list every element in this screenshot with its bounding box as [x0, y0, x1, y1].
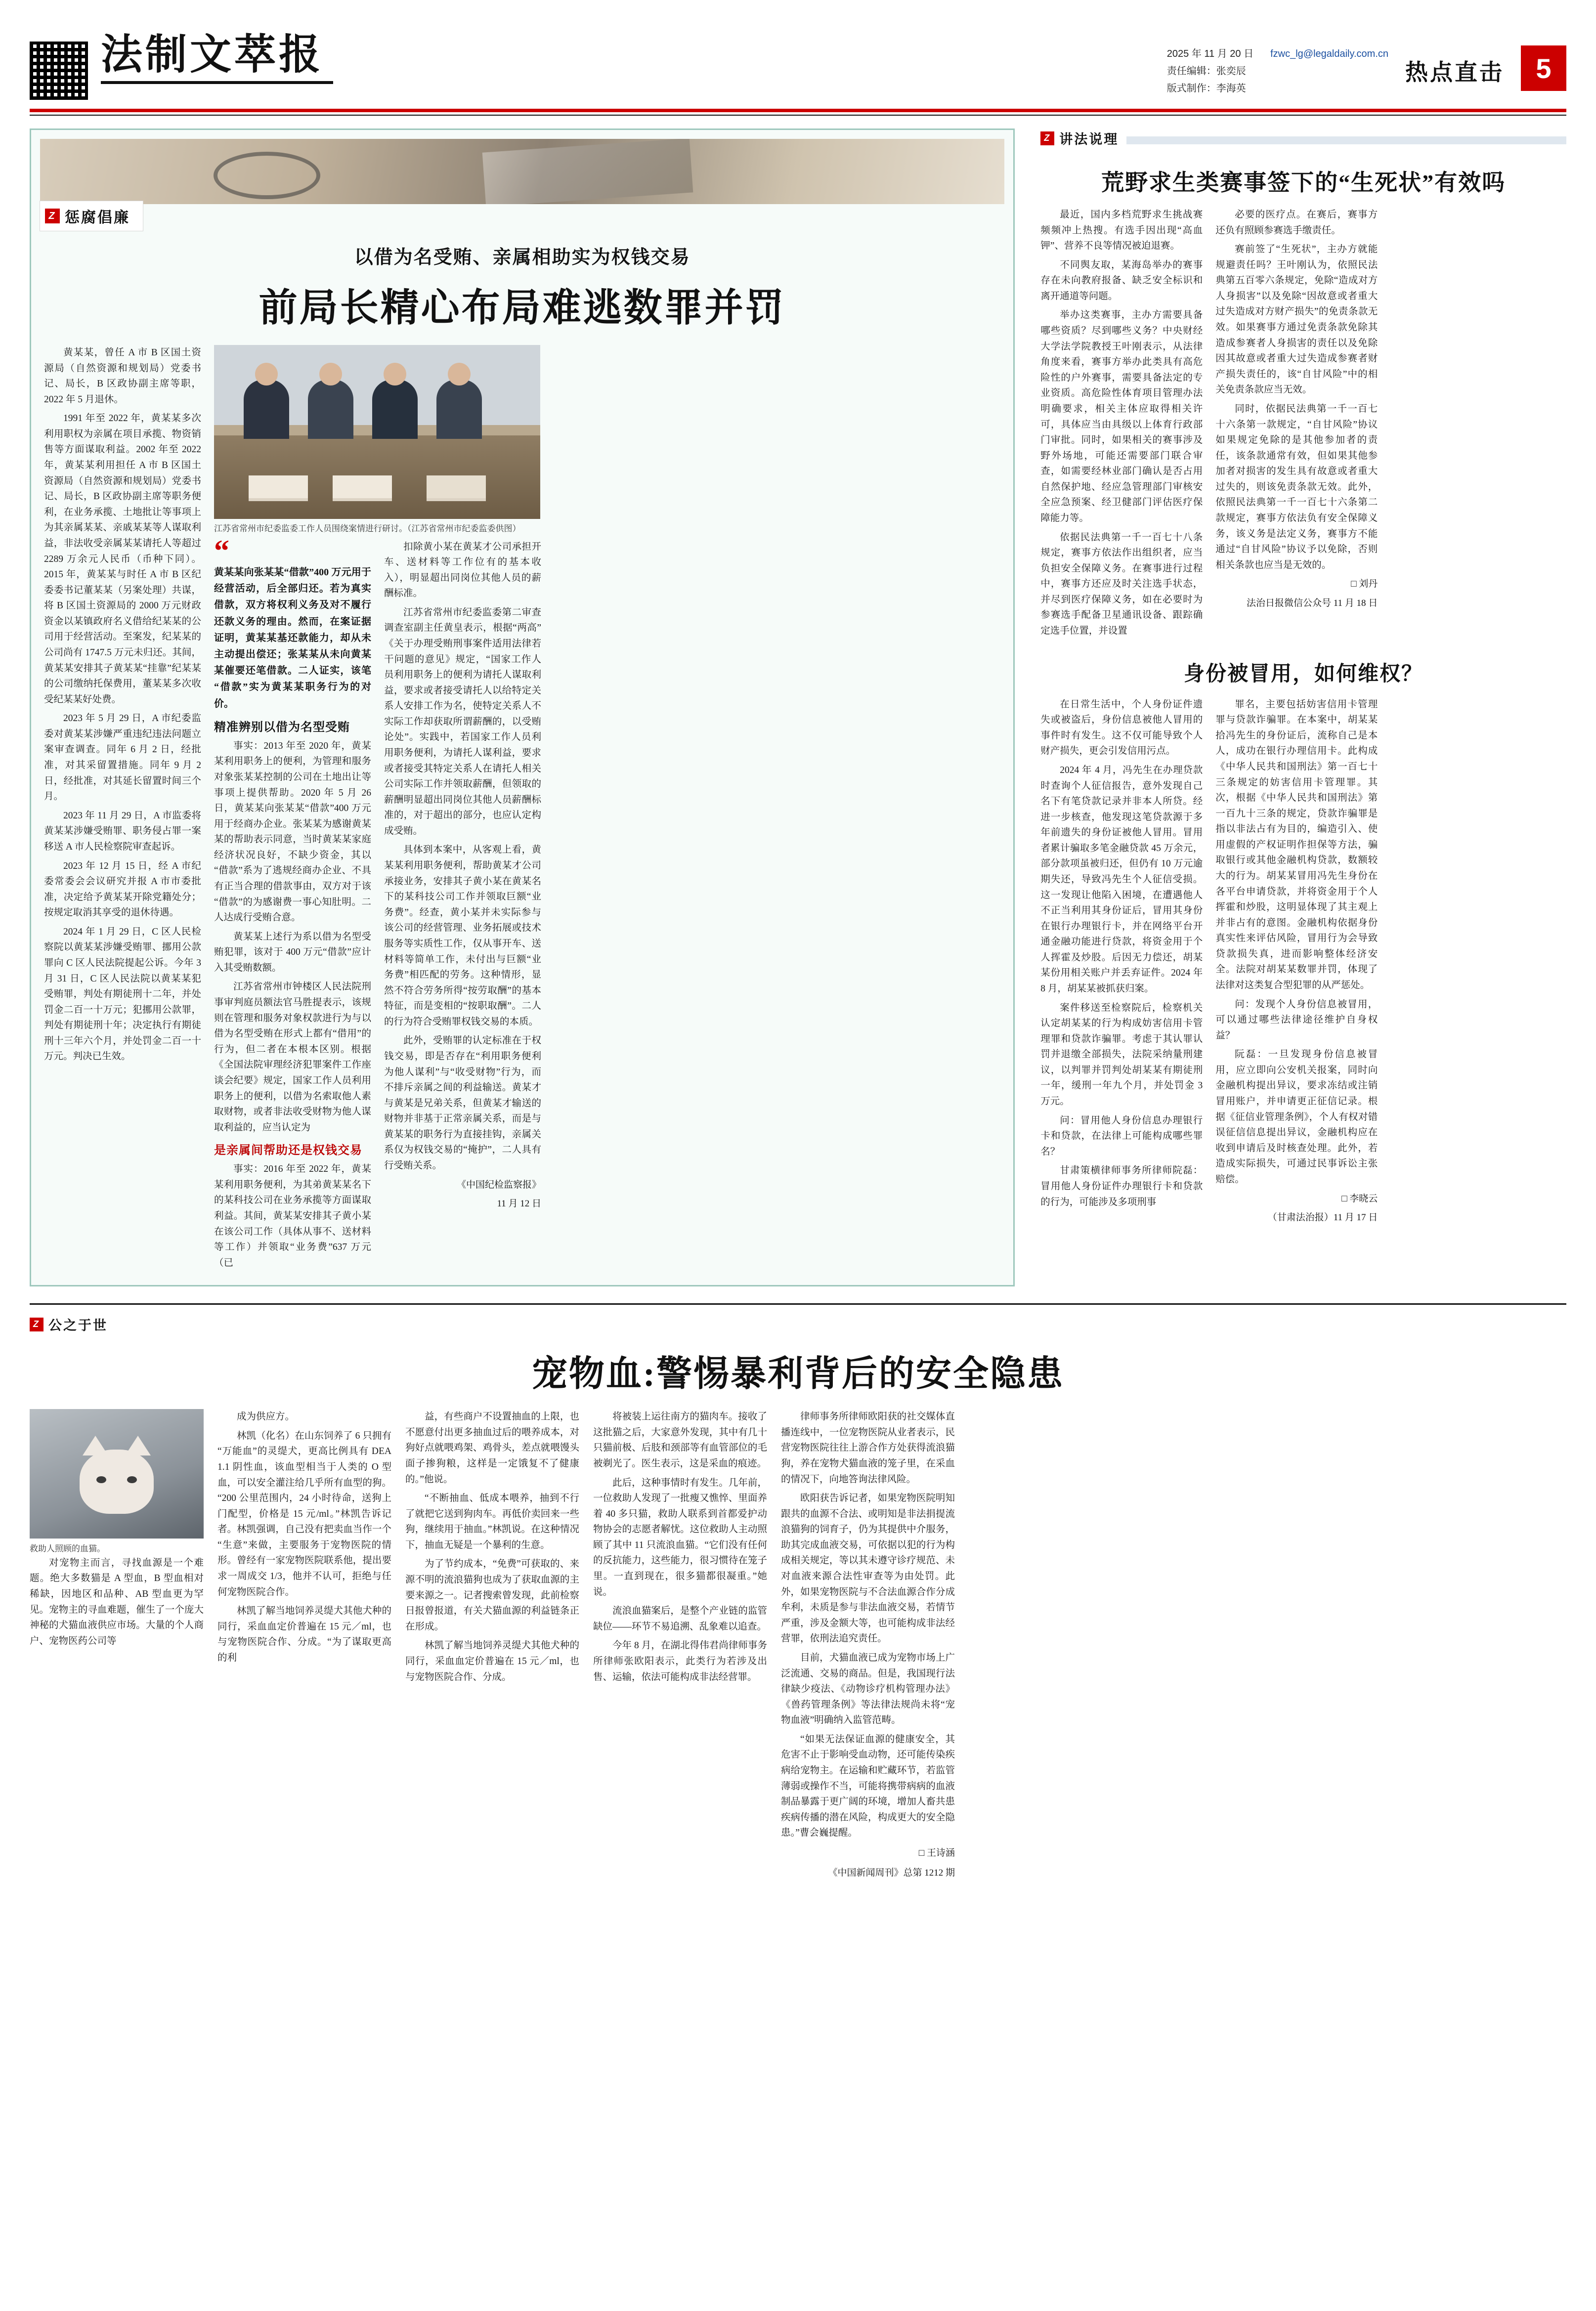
subheading-secondary: 是亲属间帮助还是权钱交易 [214, 1144, 362, 1157]
bottom-article-photo [30, 1409, 204, 1539]
masthead-rule-thin [30, 115, 1566, 116]
article-photo-block [214, 345, 540, 535]
paragraph: 益，有些商户不设置抽血的上限，也不愿意付出更多抽血过后的喂养成本，对狗好点就喂鸡架、鸡骨头，差点就喂馒头面子掺狗粮，这样是一定饿复不了健康的。”他说。 [405, 1412, 579, 1485]
paragraph: 事实：2013 年至 2020 年，黄某某利用职务上的便利，为管理和服务对象张某某控制的公司在土地出让等事项上提供帮助。2020 年 5 月 26 日，黄某某向张某某“借款”400 万元用于经商办企业。张某某为感谢黄某某的帮助表示同意，当时黄某某家庭经济状况良好，不缺少资金，其以“借款”系为了逃规经商办企业、不具有正当合理的借款事由，双方对于该“借款”的为感谢费一事心知肚明。二人达成行受贿合意。 [214, 740, 371, 923]
bottom-column-4 [593, 1409, 767, 1688]
paragraph: 黄某某，曾任 A 市 B 区国土资源局（自然资源和规划局）党委书记、局长，B 区政协副主席等职，2022 年 5 月退休。 [44, 347, 201, 405]
section-tag-row [1040, 128, 1566, 152]
paragraph: 此后，这种事情时有发生。几年前，一位救助人发现了一批瘦又憔悴、里面养着 40 多只猫，救助人联系到首都爱护动物协会的志愿者解忧。这位救助人主动照顾了其中 11 只流浪血猫。“它们没有任何的反抗能力，这些能力，很习惯待在笼子里。一直到现在，很多猫都很凝重。”她说。 [593, 1477, 767, 1597]
bottom-column-1 [30, 1409, 204, 1652]
issue-date: 2025 年 11 月 20 日 [1166, 48, 1254, 59]
paragraph: 必要的医疗点。在赛后，赛事方还负有照顾参赛选手缴责任。 [1215, 210, 1378, 236]
logo-underline [101, 81, 333, 84]
quote-mark-icon: “ [214, 534, 229, 568]
masthead [30, 0, 1566, 100]
photo-caption: 救助人照顾的血猫。 [30, 1544, 105, 1554]
article-headline: 前局长精心布局难逃数罪并罚 [259, 286, 786, 329]
article-column-2a [214, 534, 371, 1275]
section-tag-bar [1126, 136, 1566, 144]
feature-article-left [30, 128, 1015, 1286]
bottom-column-2 [217, 1409, 391, 1669]
right-article-1-col-2 [1215, 207, 1378, 611]
article-source: 《中国纪检监察报》 [456, 1179, 541, 1190]
right-article-2-source: （甘肃法治报）11 月 17 日 [1267, 1212, 1378, 1223]
photo-caption: 江苏省常州市纪委监委工作人员围绕案情进行研讨。（江苏省常州市纪委监委供图） [214, 524, 521, 533]
paragraph: 具体到本案中，从客观上看，黄某某利用职务便利，帮助黄某才公司承接业务，安排其子黄小某在黄某名下的某科技公司工作并领取巨额“业务费”。经查，黄小某并未实际参与该公司的经营管理、业务拓展或技术服务等实质性工作，仅从事开车、送材料等简单工作，未付出与巨额“业务费”相匹配的劳务。这种情形，显然不符合劳务所得“按劳取酬”的基本特征，而是变相的“按职取酬”。二人的行为符合受贿罪权钱交易的本质。 [384, 845, 541, 1027]
paragraph: 目前，犬猫血液已成为宠物市场上广泛流通、交易的商品。但是，我国现行法律缺少疫法、《动物诊疗机构管理办法》《兽药管理条例》等法律法规尚未将“宠物血液”明确纳入监管范畴。 [781, 1652, 955, 1726]
paragraph: 罪名，主要包括妨害信用卡管理罪与贷款诈骗罪。在本案中，胡某某拾冯先生的身份证后，流称自己是本人，成功在银行办理信用卡。此构成《中华人民共和国刑法》第一百七十三条规定的妨害信用卡管理罪。其次，根据《中华人民共和国刑法》第一百九十三条的规定，贷款诈骗罪是指以非法占有为目的，编造引入、使用虚假的产权证明作担保等方法，骗取银行或其他金融机构贷款，数额较大的行为。胡某某冒用冯先生身份在各平台申请贷款，并将资金用于个人挥霍和炒股，这明显体现了其主观上并非占有的意图。金融机构依据身份真实性来评估风险，冒用行为会导致贷款损失真，进而影响整体经济安全。法院对胡某某数罪并罚，体现了法律对这类复合型犯罪的从严惩处。 [1215, 699, 1378, 991]
paragraph: “不断抽血、低成本喂养，抽到不行了就把它送到狗肉车。再低价卖回来一些狗，继续用于抽血。”林凯说。在这种情况下，抽血无疑是一个暴利的生意。 [405, 1493, 579, 1550]
paragraph: 将被装上运往南方的猫肉车。接收了这批猫之后，大家意外发现，其中有几十只猫前极、后肢和颈部等有血管部位的毛被剃光了。医生表示，这是采血的痕迹。 [593, 1412, 767, 1469]
page-number-badge: 5 [1521, 45, 1566, 91]
right-article-1-col-1 [1040, 207, 1203, 642]
newspaper-title: 法制文萃报 [101, 32, 324, 78]
bottom-article [30, 1303, 1566, 1881]
paragraph: 甘肃策横律师事务所律师院磊：冒用他人身份证件办理银行卡和贷款的行为，可能涉及多项刑事 [1040, 1165, 1203, 1207]
article-photo [214, 345, 540, 519]
issue-editor: 责任编辑：张奕辰 [1166, 66, 1246, 77]
z-mark-icon: Z [45, 209, 60, 223]
paragraph: 2023 年 12 月 15 日，经 A 市纪委常委会会议研究并报 A 市市委批准，决定给予黄某某开除党籍处分；按规定取消其享受的退休待遇。 [44, 860, 201, 918]
section-tag-lawtalk [1040, 128, 1119, 152]
article-columns [44, 345, 1000, 1274]
hero-banner-photo [40, 139, 1004, 204]
paragraph: 问：冒用他人身份信息办理银行卡和贷款，在法律上可能构成哪些罪名？ [1040, 1115, 1203, 1157]
bottom-article-headline: 宠物血:警惕暴利背后的安全隐患 [532, 1354, 1064, 1394]
paragraph: 林凯了解当地饲养灵缇犬其他犬种的同行，采血血定价普遍在 15 元／ml，也与宠物医院合作、分成。 [405, 1640, 579, 1682]
section-title: 热点直击 [1405, 59, 1504, 85]
issue-meta [1167, 45, 1253, 97]
right-article-2-columns [1040, 697, 1566, 1226]
paragraph: 2023 年 5 月 29 日，A 市纪委监委对黄某某涉嫌严重违纪违法问题立案审查调查。同年 6 月 2 日，经批准，对其采留置措施。同年 9 月 2 日，经批准，对其延长留置时间三个月。 [44, 713, 201, 802]
right-article-2-col-2 [1215, 697, 1378, 1226]
bottom-column-3 [405, 1409, 579, 1688]
paragraph: 欧阳获告诉记者，如果宠物医院明知跟共的血源不合法、或明知是非法捐提流浪猫狗的饲育子，仍为其提供中介服务，助其完成血液交易，可依据以犯的行为构成相关规定，等以其未遵守诊疗规范、未对血液来源合法性审查等为由处罚。此外，如果宠物医院与不合法血源合作分成牟利，未质是参与非法血液交易，若情节严重，涉及金额大等，也可能构成非法经营罪，依刑法追究责任。 [781, 1493, 955, 1644]
paragraph: 依据民法典第一千一百七十八条规定，赛事方依法作出组织者，应当负担安全保障义务。在赛事进行过程中，赛事方还应及时关注选手状态，并尽到医疗保障义务，如在必要时为参赛选手配备卫星通讯设备、跟踪确定选手位置，并设置 [1040, 532, 1203, 637]
main-content [30, 128, 1566, 1286]
paragraph: 成为供应方。 [237, 1412, 295, 1422]
paragraph: 最近，国内多档荒野求生挑战赛频频冲上热搜。有选手因出现“高血钾”、营养不良等情况被迫退赛。 [1040, 210, 1203, 252]
paragraph: 赛前签了“生死状”，主办方就能规避责任吗？王叶刚认为，依照民法典第五百零六条规定，免除“造成对方人身损害”以及免除“因故意或者重大过失造成对方财产损失”的免责条款无效。如果赛事方通过免责条款免除其造成参赛者人身损害的责任以及免除因其故意或者重大过失造成参赛者财产损失责任的，该“自甘风险”中的相关免责条款应当无效。 [1215, 244, 1378, 395]
paragraph: 黄某某上述行为系以借为名型受贿犯罪，该对于 400 万元“借款”应计入其受贿数额。 [214, 931, 371, 973]
article-column-3 [384, 539, 541, 1212]
article-column-1 [44, 345, 201, 1068]
paragraph: 此外，受贿罪的认定标准在于权钱交易，即是否存在“利用职务便利为他人谋利”与“收受财物”行为，而不排斥亲属之间的利益输送。黄某才与黄某是兄弟关系，但黄某才输送的财物并非基于正常亲属关系，而是与黄某某的职务行为直接挂钩，亲属关系仅为权钱交易的“掩护”，二人具有行受贿关系。 [384, 1035, 541, 1171]
paragraph: 同时，依据民法典第一千一百七十六条第一款规定，“自甘风险”协议如果规定免除的是其他参加者的责任，该条款通常有效，但如果其他参加者对损害的发生具有故意或者重大过失的，则该免责条款无效。此外，依照民法典第一千一百七十六条第二款规定，赛事方依法负有安全保障义务，该义务是法定义务，赛事方不能通过“自甘风险”协议予以免除，否则相关条款也应当是无效的。 [1215, 403, 1378, 570]
bottom-article-source: 《中国新闻周刊》总第 1212 期 [828, 1868, 955, 1879]
right-article-1-source: 法治日报微信公众号 11 月 18 日 [1247, 598, 1378, 608]
paragraph: 江苏省常州市钟楼区人民法院刑事审判庭员额法官马胜提表示，该规则在管理和服务对象权款进行为与以借为名型受贿在形式上都有“借用”的行为，但二者在本根本区别。根据《全国法院审理经济犯罪案件工作座谈会纪要》规定，国家工作人员利用职务上的便利，以借为名索取他人素取财物，或者非法收受财物为他人谋取利益的，应当认定为 [214, 982, 371, 1133]
subheading: 精准辨别以借为名型受贿 [214, 721, 350, 734]
article-date: 11 月 12 日 [497, 1198, 541, 1209]
masthead-right [1167, 35, 1566, 97]
paragraph: 对宠物主而言，寻找血源是一个难题。绝大多数猫是 A 型血，B 型血相对稀缺，因地区和品种、AB 型血更为罕见。宠物主的寻血难题，催生了一个庞大神秘的犬猫血液供应市场。大量的个人商户、宠物医药公司等 [30, 1557, 204, 1646]
masthead-logo [101, 32, 333, 84]
article-kicker: 以借为名受贿、亲属相助实为权钱交易 [354, 247, 690, 268]
paragraph: 2024 年 4 月，冯先生在办理贷款时查询个人征信报告，意外发现自己名下有笔贷款记录并非本人所贷。经进一步核查，他发现这笔贷款源于多年前遗失的身份证被他人冒用。冒用者累计骗取多笔金融贷款 45 万余元，部分款项虽被归还，但仍有 10 万元逾期失还，导致冯先生个人征信受损。这一发现让他陷入困境，在遭遇他人不正当利用其身份证后，冒用其身份在银行办理银行卡，并在网络平台开通金融功能进行贷款，将资金用于个人挥霍及炒股。后因无力偿还，胡某某份用相关账户并丢弃证件。2024 年 8 月，胡某某被抓获归案。 [1040, 765, 1203, 994]
issue-layout: 版式制作：李海英 [1166, 83, 1246, 94]
z-mark-icon: Z [30, 1318, 43, 1331]
right-article-1-columns [1040, 207, 1566, 642]
z-mark-icon: Z [1040, 131, 1054, 145]
qr-code-icon[interactable] [30, 42, 88, 100]
paragraph: 2023 年 11 月 29 日，A 市监委将黄某某涉嫌受贿罪、职务侵占罪一案移送 A 市人民检察院审查起诉。 [44, 810, 201, 852]
right-article-2-title: 身份被冒用，如何维权？ [1184, 662, 1423, 685]
right-article-2-col-1 [1040, 697, 1203, 1214]
bottom-article-columns [30, 1409, 1566, 1881]
paragraph: “如果无法保证血源的健康安全，其危害不止于影响受血动物，还可能传染疾病给宠物主。在运输和贮藏环节，若监管薄弱或操作不当，可能将携带病病的血液制品暴露于更广阔的环境，增加人畜共患疾病传播的潜在风险，构成更大的安全隐患。”曹会巍提醒。 [781, 1734, 955, 1839]
paragraph: 阮磊：一旦发现身份信息被冒用，应立即向公安机关报案，同时向金融机构提出异议，要求冻结或注销冒用账户，并申请更正征信记录。根据《征信业管理条例》，个人有权对错误征信信息提出异议，金融机构应在收到申请后及时核查处理。此外，若造成实际损失，可通过民事诉讼主张赔偿。 [1215, 1049, 1378, 1185]
paragraph: 2024 年 1 月 29 日，C 区人民检察院以黄某某涉嫌受贿罪、挪用公款罪向 C 区人民法院提起公诉。今年 3 月 31 日，C 区人民法院以黄某某犯受贿罪，判处有期徒刑十二年，并处罚金二百一十万元；犯挪用公款罪，判处有期徒刑十年；决定执行有期徒刑十三年六个月，并处罚金二百一十万元。判决已生效。 [44, 926, 201, 1062]
email-link[interactable]: fzwc_lg@legaldaily.com.cn [1270, 48, 1388, 59]
section-tag-public [30, 1315, 108, 1338]
paragraph: 扣除黄小某在黄某才公司承担开车、送材料等工作位有的基本收入），明显超出同岗位其他人员的薪酬标准。 [384, 541, 541, 599]
pull-quote: 黄某某向张某某“借款”400 万元用于经营活动，后全部归还。若为真实借款，双方将权利义务及对不履行还款义务的理由。然而，在案证据证明，黄某某基还款能力，却从未主动提出偿还；张某某从未向黄某某催要还笔借款。二人证实，该笔“借款”实为黄某某职务行为的对价。 [214, 567, 371, 709]
paragraph: 举办这类赛事，主办方需要具备哪些资质？尽到哪些义务？中央财经大学法学院教授王叶刚表示，从法律角度来看，赛事方举办此类具有高危险性的户外赛事，需要具备法定的专业资质。高危险性体育项目管理办法明确要求，相关主体应取得相关许可，具体应当由具级以上体育行政部门审批。同时，如果相关的赛事涉及野外场地，可能还需要部门联合审查，如需要经林业部门确认是否占用自然保护地、经应急管理部门审核安全应急预案、经卫健部门评估医疗保障能力等。 [1040, 310, 1203, 523]
paragraph: 案件移送至检察院后，检察机关认定胡某某的行为构成妨害信用卡管理罪和贷款诈骗罪。考虑于其认罪认罚并退缴全部损失，法院采纳量刑建议，以判罪并罚判处胡某某有期徒刑一年，缓刑一年九个月，并处罚金 3 万元。 [1040, 1002, 1203, 1107]
paragraph: 律师事务所律师欧阳获的社交媒体直播连线中，一位宠物医院从业者表示，民营宠物医院往往上游合作方处获得流浪猫狗，养在宠物犬猫血液的笼子里，在采血的情况下，向地答询法律风险。 [781, 1412, 955, 1485]
bottom-column-5 [781, 1409, 955, 1881]
right-article-1-title: 荒野求生类赛事签下的“生死状”有效吗 [1101, 170, 1506, 195]
section-tag-label: 讲法说理 [1059, 132, 1119, 147]
paragraph: 事实：2016 年至 2022 年，黄某某利用职务便利，为其弟黄某某名下的某科技公司在业务承揽等方面谋取利益。其间，黄某某安排其子黄小某在该公司工作（具体从事不、送材料等工作）并领取“业务费”637 万元（已 [214, 1164, 371, 1268]
section-tag-label: 公之于世 [48, 1318, 108, 1333]
paragraph: 1991 年至 2022 年，黄某某多次利用职权为亲属在项目承揽、物资销售等方面谋取利益。2002 年至 2022 年，黄某某利用担任 A 市 B 区国土资源局（自然资源和规划局）党委书记、局长，B 区政协副主席等职务便利，在业务承揽、土地批让等事项上为其亲属某某、亲戚某某等人谋取利益，非法收受亲属某某请托人等超过 2289 万余元人民币（币种下同）。2015 年，黄某某与时任 A 市 B 区纪委委书记董某某（另案处理）共谋，将 B 区国土资源局的 2000 万元财政资金以某镇政府名义借给纪某某的公司用于经营活动。至案发，纪某某的公司尚有 1747.5 万元未归还。其间，黄某某安排其子黄某某“挂靠”纪某某的公司缴纳托保费用，董某某多次收受纪某某好处费。 [44, 413, 201, 705]
paragraph: 为了节约成本，“免费”可获取的、来源不明的流浪猫狗也成为了获取血源的主要来源之一。记者搜索曾发现，此前检察日报曾报道，有关犬猫血源的利益链条正在形成。 [405, 1559, 579, 1632]
paragraph: 今年 8 月，在湖北得伟君尚律师事务所律师张欧阳表示，此类行为若涉及出售、运输，依法可能构成非法经营罪。 [593, 1640, 767, 1682]
paragraph: 流浪血猫案后，是整个产业链的监管缺位——环节不易追溯、乱象难以追查。 [593, 1606, 767, 1632]
masthead-rule-red [30, 109, 1566, 112]
article-column-2 [214, 345, 1000, 1274]
bottom-article-author: □ 王诗涵 [918, 1847, 955, 1858]
paragraph: 林凯了解当地饲养灵缇犬其他犬种的同行，采血血定价普遍在 15 元／ml，也与宠物医院合作、分成。“为了谋取更高的利 [217, 1606, 391, 1663]
paragraph: 江苏省常州市纪委监委第二审查调查室副主任黄皇表示，根据“两高”《关于办理受贿刑事案件适用法律若干问题的意见》规定，“国家工作人员利用职务上的便利为请托人谋取利益，要求或者接受请托人以给特定关系人安排工作为名，使特定关系人不实际工作却获取所谓薪酬的，以受贿论处”。实践中，若国家工作人员利用职务便利，为请托人谋利益，要求或者接受其特定关系人在请托人相关公司实际工作并领取薪酬，但领取的薪酬明显超出同岗位其他人员薪酬标准的，对于超出的部分，也应认定构成受贿。 [384, 607, 541, 836]
paragraph: 在日常生活中，个人身份证件遗失或被盗后，身份信息被他人冒用的事件时有发生。这不仅可能导致个人财产损失，更会引发信用污点。 [1040, 699, 1203, 757]
section-tag-label: 惩腐倡廉 [65, 210, 130, 226]
right-article-1-author: □ 刘丹 [1351, 579, 1378, 590]
right-article-2-author: □ 李晓云 [1341, 1193, 1378, 1204]
paragraph: 林凯（化名）在山东饲养了 6 只拥有“万能血”的灵缇犬，更高比例具有 DEA 1.1 阴性血，该血型相当于人类的 O 型血，可以安全灌注给几乎所有血型的狗。“200 公里范围内，24 小时待命，送狗上门配型，价格是 15 元/ml。”林凯告诉记者。林凯强调，自己没有把卖血当作一个“生意”来做，主要服务于宠物医院的情形。曾经有一家宠物医院联系他，提出要求一周成交 1/3，他并不认可，拒绝与任何宠物医院合作。 [217, 1430, 391, 1597]
paragraph: 问：发现个人身份信息被冒用，可以通过哪些法律途径维护自身权益？ [1215, 999, 1378, 1041]
right-column [1035, 128, 1566, 1286]
section-tag-anticorruption [40, 201, 143, 231]
contact-meta [1270, 45, 1388, 63]
paragraph: 不同舆友取，某海岛举办的赛事存在未向教府报备、缺乏安全标识和离开通道等问题。 [1040, 259, 1203, 301]
